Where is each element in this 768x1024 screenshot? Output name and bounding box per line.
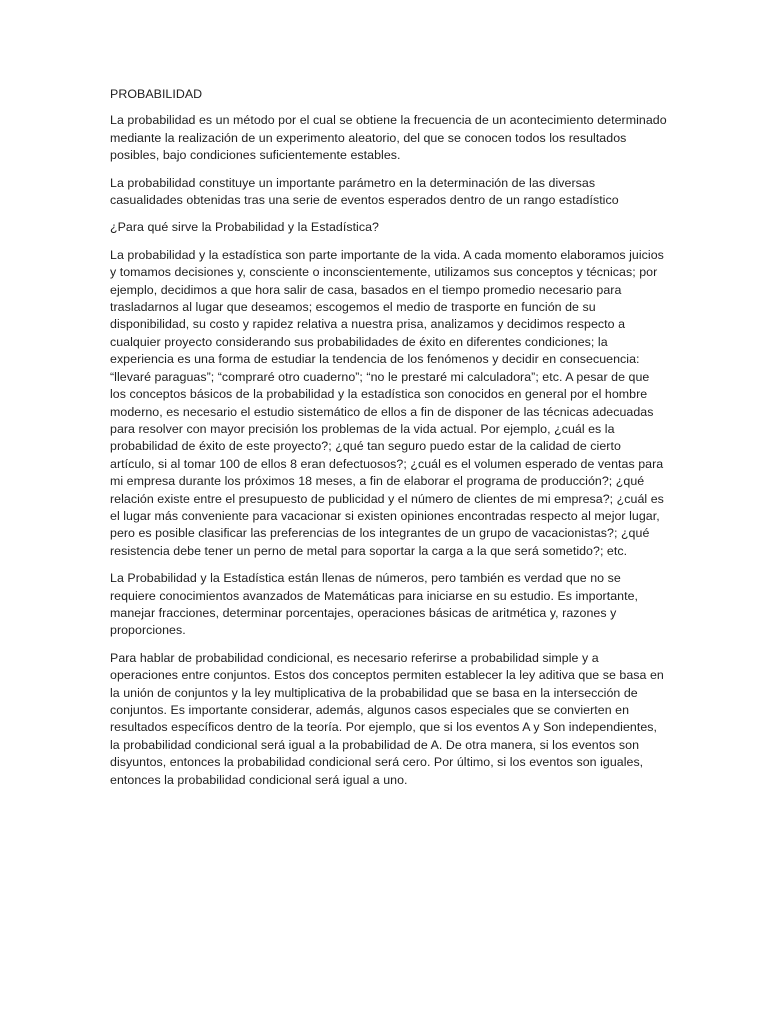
document-title: PROBABILIDAD xyxy=(110,87,203,101)
paragraph-uses: La probabilidad y la estadística son parte importante de la vida. A cada momento elaboramos juicios y tomamos decisiones y, consciente o inconscientemente, utilizamos sus conceptos y técnicas; por ejemplo, decidimos a que hora salir de casa, basados en el tiempo promedio necesario para trasladarnos al lugar que deseamos; escogemos el medio de trasporte en función de su disponibilidad, su costo y rapidez relativa a nuestra prisa, analizamos y decidimos respecto a cualquier proyecto considerando sus probabilidades de éxito en diferentes condiciones; la experiencia es una forma de estudiar la tendencia de los fenómenos y decidir en consecuencia: “llevaré paraguas”; “compraré otro cuaderno”; “no le prestaré mi calculadora”; etc. A pesar de que los conceptos básicos de la probabilidad y la estadística son conocidos en general por el hombre moderno, es necesario el estudio sistemático de ellos a fin de disponer de las técnicas adecuadas para resolver con mayor precisión los problemas de la vida actual. Por ejemplo, ¿cuál es la probabilidad de éxito de este proyecto?; ¿qué tan seguro puedo estar de la calidad de cierto artículo, si al tomar 100 de ellos 8 eran defectuosos?; ¿cuál es el volumen esperado de ventas para mi empresa durante los próximos 18 meses, a fin de elaborar el programa de producción?; ¿qué relación existe entre el presupuesto de publicidad y el número de clientes de mi empresa?; ¿cuál es el lugar más conveniente para vacacionar si existen opiniones encontradas respecto al mejor lugar, pero es posible clasificar las preferencias de los integrantes de un grupo de vacacionistas?; ¿qué resistencia debe tener un perno de metal para soportar la carga a la que será sometido?; etc. xyxy=(110,247,664,558)
paragraph-parameter: La probabilidad constituye un importante parámetro en la determinación de las diversas casualidades obtenidas tras una serie de eventos esperados dentro de un rango estadístico xyxy=(110,175,619,208)
section-question: ¿Para qué sirve la Probabilidad y la Estadística? xyxy=(110,220,379,235)
paragraph-definition: La probabilidad es un método por el cual se obtiene la frecuencia de un acontecimiento determinado mediante la realización de un experimento aleatorio, del que se conocen todos los resultados posibles, bajo condiciones suficientemente estables. xyxy=(110,113,667,163)
paragraph-conditional: Para hablar de probabilidad condicional, es necesario referirse a probabilidad simple y a operaciones entre conjuntos. Estos dos conceptos permiten establecer la ley aditiva que se basa en la unión de conjuntos y la ley multiplicativa de la probabilidad que se basa en la intersección de conjuntos. Es importante considerar, además, algunos casos especiales que se convierten en resultados específicos dentro de la teoría. Por ejemplo, que si los eventos A y Son independientes, la probabilidad condicional será igual a la probabilidad de A. De otra manera, si los eventos son disyuntos, entonces la probabilidad condicional será cero. Por último, si los eventos son iguales, entonces la probabilidad condicional será igual a uno. xyxy=(110,650,664,787)
paragraph-numbers: La Probabilidad y la Estadística están llenas de números, pero también es verdad que no se requiere conocimientos avanzados de Matemáticas para iniciarse en su estudio. Es importante, manejar fracciones, determinar porcentajes, operaciones básicas de aritmética y, razones y proporciones. xyxy=(110,571,639,638)
